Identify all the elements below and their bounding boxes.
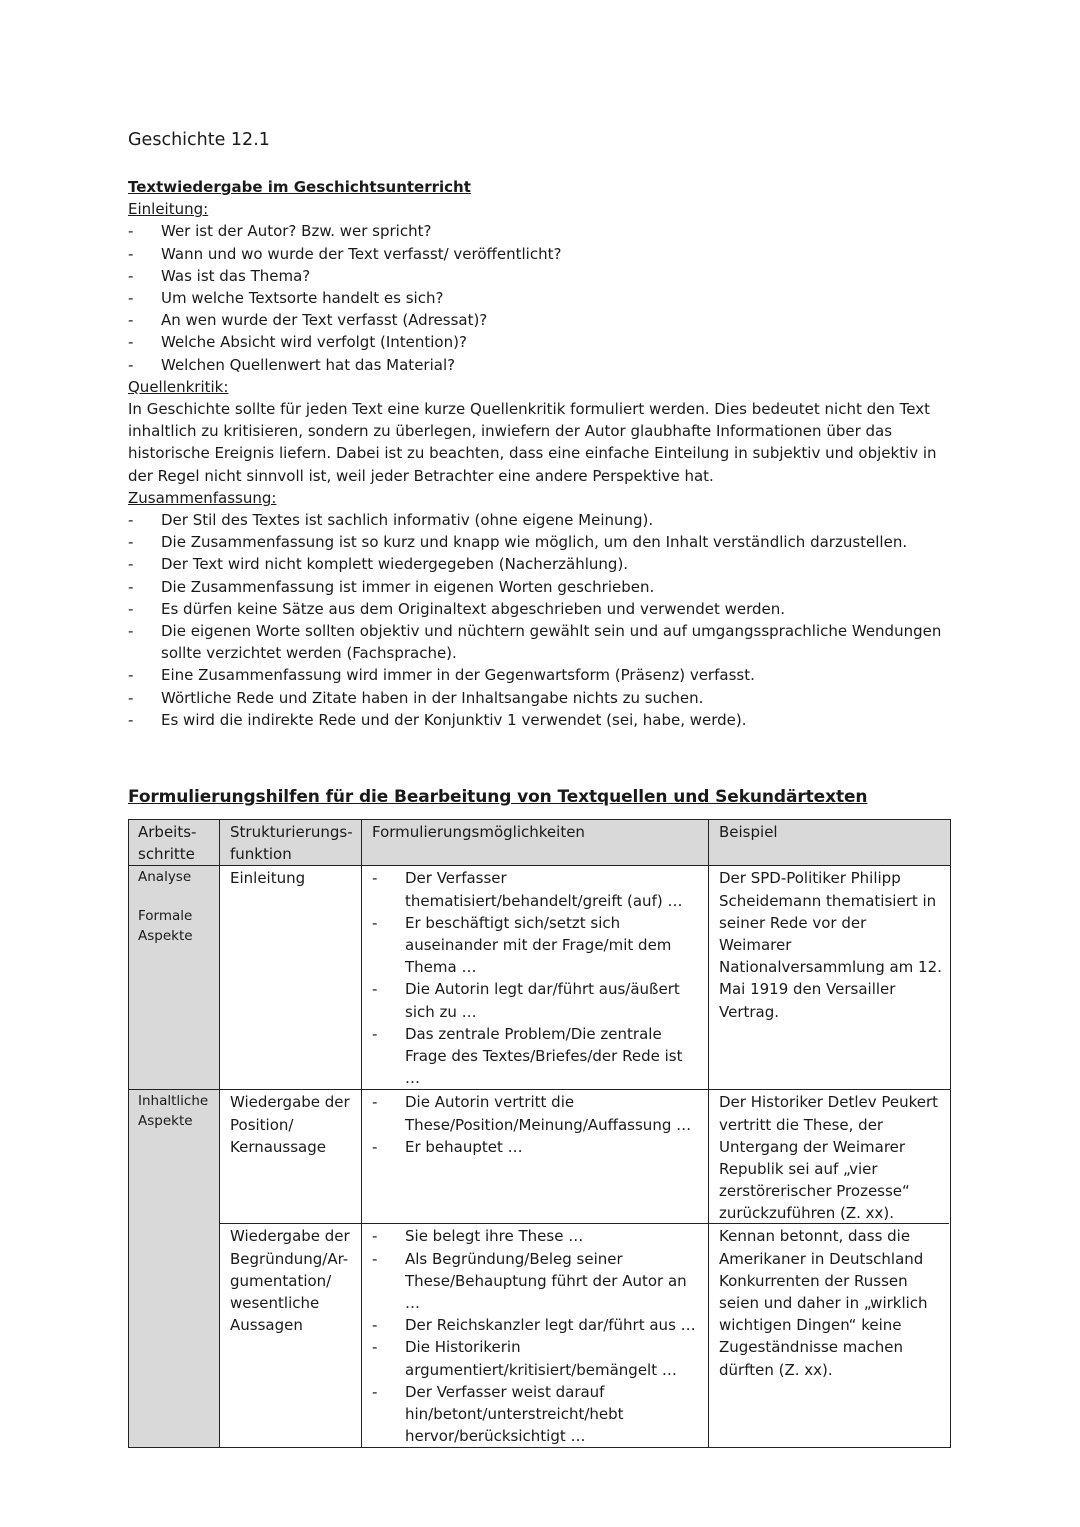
quellenkritik-paragraph: In Geschichte sollte für jeden Text eine kurze Quellenkritik formuliert werden. Dies bedeutet nicht den Text inhaltlich zu kritisieren, sondern zu überlegen, inwiefern der Autor glaubhafte Informationen über das historische Ereignis liefern. Dabei ist zu beachten, dass eine einfache Einteilung in subjektiv und objektiv in der Regel nicht sinnvoll ist, weil jeder Betrachter eine andere Perspektive hat. bbox=[128, 400, 937, 485]
step-cell: Analyse Formale Aspekte bbox=[129, 866, 219, 1089]
phrases-cell bbox=[361, 1090, 708, 1224]
list-item: - Er behauptet … bbox=[372, 1136, 702, 1158]
step-cell bbox=[129, 1224, 219, 1447]
table-heading: Formulierungshilfen für die Bearbeitung von Textquellen und Sekundärtexten bbox=[128, 787, 868, 807]
list-item: - Das zentrale Problem/Die zentrale Frage des Textes/Briefes/der Rede ist … bbox=[372, 1023, 702, 1090]
section-heading: Textwiedergabe im Geschichtsunterricht bbox=[128, 178, 471, 196]
formulierungshilfen-table bbox=[128, 819, 951, 1448]
list-item: - Welchen Quellenwert hat das Material? bbox=[128, 354, 958, 376]
list-item: - Es wird die indirekte Rede und der Konjunktiv 1 verwendet (sei, habe, werde). bbox=[128, 709, 958, 731]
list-item: - Sie belegt ihre These … bbox=[372, 1225, 702, 1247]
header-cell: Arbeits-schritte bbox=[129, 820, 219, 865]
list-item: - Der Text wird nicht komplett wiedergegeben (Nacherzählung). bbox=[128, 553, 958, 575]
example-cell: Der SPD-Politiker Philipp Scheidemann thematisiert in seiner Rede vor der Weimarer Nationalversammlung am 12. Mai 1919 den Versailler Vertrag. bbox=[708, 866, 949, 1089]
function-cell: Einleitung bbox=[219, 866, 361, 1089]
list-item: - Er beschäftigt sich/setzt sich auseinander mit der Frage/mit dem Thema … bbox=[372, 912, 702, 979]
subheading-zusammenfassung: Zusammenfassung: bbox=[128, 488, 277, 507]
zusammenfassung-list bbox=[128, 509, 958, 731]
table-row bbox=[129, 866, 950, 1090]
table-row bbox=[129, 1224, 950, 1447]
function-cell: Wiedergabe der Position/ Kernaussage bbox=[219, 1090, 361, 1224]
list-item: - Um welche Textsorte handelt es sich? bbox=[128, 287, 958, 309]
list-item: - Wer ist der Autor? Bzw. wer spricht? bbox=[128, 220, 958, 242]
phrases-cell bbox=[361, 1224, 708, 1447]
list-item: - Wann und wo wurde der Text verfasst/ veröffentlicht? bbox=[128, 243, 958, 265]
list-item: - Was ist das Thema? bbox=[128, 265, 958, 287]
example-cell: Der Historiker Detlev Peukert vertritt die These, der Untergang der Weimarer Republik sei auf „vier zerstörerischer Prozesse“ zurückzuführen (Z. xx). bbox=[708, 1090, 949, 1224]
list-item: - Die Autorin legt dar/führt aus/äußert sich zu … bbox=[372, 978, 702, 1022]
list-item: - Es dürfen keine Sätze aus dem Originaltext abgeschrieben und verwendet werden. bbox=[128, 598, 958, 620]
list-item: - Eine Zusammenfassung wird immer in der Gegenwartsform (Präsenz) verfasst. bbox=[128, 664, 958, 686]
function-cell: Wiedergabe der Begründung/Ar-gumentation/ wesentliche Aussagen bbox=[219, 1224, 361, 1447]
list-item: - Welche Absicht wird verfolgt (Intention)? bbox=[128, 331, 958, 353]
subheading-quellenkritik: Quellenkritik: bbox=[128, 377, 229, 396]
list-item: - Die Zusammenfassung ist so kurz und knapp wie möglich, um den Inhalt verständlich darzustellen. bbox=[128, 531, 958, 553]
subheading-einleitung: Einleitung: bbox=[128, 200, 209, 219]
header-cell: Beispiel bbox=[708, 820, 949, 865]
list-item: - Der Verfasser thematisiert/behandelt/greift (auf) … bbox=[372, 867, 702, 911]
list-item: - Der Stil des Textes ist sachlich informativ (ohne eigene Meinung). bbox=[128, 509, 958, 531]
list-item: - Die Autorin vertritt die These/Position/Meinung/Auffassung … bbox=[372, 1091, 702, 1135]
list-item: - Der Reichskanzler legt dar/führt aus … bbox=[372, 1314, 702, 1336]
list-item: - Die Zusammenfassung ist immer in eigenen Worten geschrieben. bbox=[128, 576, 958, 598]
page-title: Geschichte 12.1 bbox=[128, 130, 270, 150]
table-row bbox=[129, 1090, 950, 1224]
list-item: - Als Begründung/Beleg seiner These/Behauptung führt der Autor an … bbox=[372, 1248, 702, 1315]
list-item: - An wen wurde der Text verfasst (Adressat)? bbox=[128, 309, 958, 331]
einleitung-list bbox=[128, 220, 958, 375]
list-item: - Die Historikerin argumentiert/kritisiert/bemängelt … bbox=[372, 1336, 702, 1380]
header-cell: Strukturierungs-funktion bbox=[219, 820, 361, 865]
list-item: - Der Verfasser weist darauf hin/betont/unterstreicht/hebt hervor/berücksichtigt … bbox=[372, 1381, 702, 1448]
list-item: - Wörtliche Rede und Zitate haben in der Inhaltsangabe nichts zu suchen. bbox=[128, 687, 958, 709]
step-cell: Inhaltliche Aspekte bbox=[129, 1090, 219, 1224]
header-cell: Formulierungsmöglichkeiten bbox=[361, 820, 708, 865]
section-textwiedergabe bbox=[128, 176, 958, 731]
list-item: - Die eigenen Worte sollten objektiv und nüchtern gewählt sein und auf umgangssprachliche Wendungen sollte verzichtet werden (Fachsprache). bbox=[128, 620, 958, 664]
phrases-cell bbox=[361, 866, 708, 1089]
example-cell: Kennan betonnt, dass die Amerikaner in Deutschland Konkurrenten der Russen seien und daher in „wirklich wichtigen Dingen“ keine Zugeständnisse machen dürften (Z. xx). bbox=[708, 1224, 949, 1447]
table-header-row bbox=[129, 820, 950, 866]
